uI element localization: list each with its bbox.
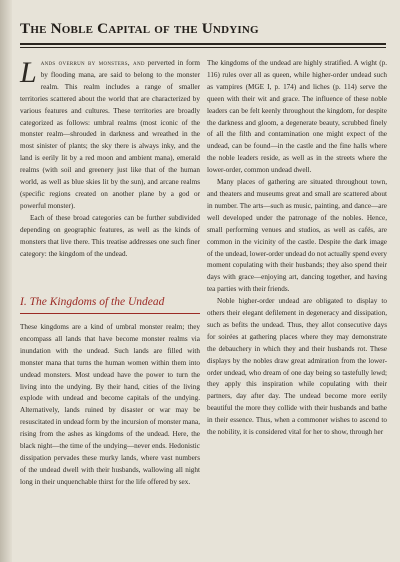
left-column-section (20, 322, 200, 489)
right-paragraph-1: The kingdoms of the undead are highly stratified. A wight (p. 116) rules over all as queen, while higher-order undead such as vampires (MGE I, p. 174) and liches (p. 114) serve the queen with their wit and grace. The influence of these noble leaders can be felt keenly throughout the kingdom, for despite the darkness and gloom, a degenerate beauty, scrubbed finely of all the filth and contamination one might expect of the undead, can be found—in the castle and the fine halls where the noble leaders reside, as well as in the streets where the lower-order, common undead dwell. (207, 59, 387, 175)
page-title: The Noble Capital of the Undying (20, 20, 259, 37)
section-rule (20, 313, 200, 314)
drop-cap: L (20, 56, 37, 89)
intro-paragraph (20, 58, 200, 213)
left-paragraph-2: Each of these broad categories can be further subdivided depending on geographic features, as well as the kinds of monsters that live there. This treatise addresses one such finer category: the kingdom of the undead. (20, 213, 200, 258)
right-paragraph-3: Noble higher-order undead are obligated to display to others their elegant defilement in degeneracy and dissipation, such as befits the undead. Thus, they allot consecutive days for soirées at gathering places where they may demonstrate the debauchery in which they and their husbands rot. These displays by the nobles draw great admiration from the lower-order undead, who dream of one day being so tastefully lewd; they apply this inspiration while copulating with their partners, day after day. The undead become more eerily beautiful the more they collide with their husbands and bathe in their essence. Thus, when a commoner wishes to ascend to the nobility, it is considered vital for her to show, through her (207, 297, 387, 437)
intro-text: perverted in form by flooding mana, are said to belong to the monster realm. This realm includes a range of smaller territories scattered about the world that are characterized by various features and cultures. These territories are broadly categorized as follows: umbral realms (most iconic of the monster realm—shrouded in darkness and wreathed in the most sinister of plants; the sky there is always inky, and the land is eerily lit by a red moon and ambient mana), emerald realms (with soil and greenery just like that of the human world, as well as blue skies lit by the sun), and arcane realms (specific regions created on another plane by a god or powerful monster). (20, 59, 201, 210)
section-paragraph: These kingdoms are a kind of umbral monster realm; they encompass all lands that have become monster realms via inundation with the undead. Such lands are filled with monster mana that turns the human women within them into undead monsters. Most undead have the power to turn the living into the undying. By their hand, cities of the living explode with undead and become capitals of the undying. Alternatively, lands ruined by disaster or war may be resuscitated in undead form by the incursion of monster mana, rising from the ashes as kingdoms of the undead. Here, the black night—the time of the undying—never ends. Hedonistic dissipation pervades these murky lands, where vast numbers of the undead dwell with their husbands, wallowing all night long in their unquenchable thirst for the life offered by sex. (20, 323, 200, 486)
right-paragraph-2: Many places of gathering are situated throughout town, and theaters and museums great and small are scattered about in number. The arts—such as music, painting, and dance—are well developed under the patronage of the nobles. Hence, small performing venues and studios, as well as cafés, are common in the vicinity of the castle. Despite the dark image of the undead, lower-order undead do not actually spend every moment copulating with their husbands; they also spend their days with grace—enjoying art, dancing together, and having tea parties with their friends. (207, 178, 387, 294)
page-edge-shadow (0, 0, 12, 562)
section-heading: I. The Kingdoms of the Undead (20, 296, 165, 308)
title-rule-bottom (20, 47, 386, 48)
left-column-intro (20, 58, 200, 260)
title-rule-top (20, 43, 386, 45)
intro-smallcaps: ands overrun by monsters, and (40, 59, 145, 67)
right-column (207, 58, 387, 439)
